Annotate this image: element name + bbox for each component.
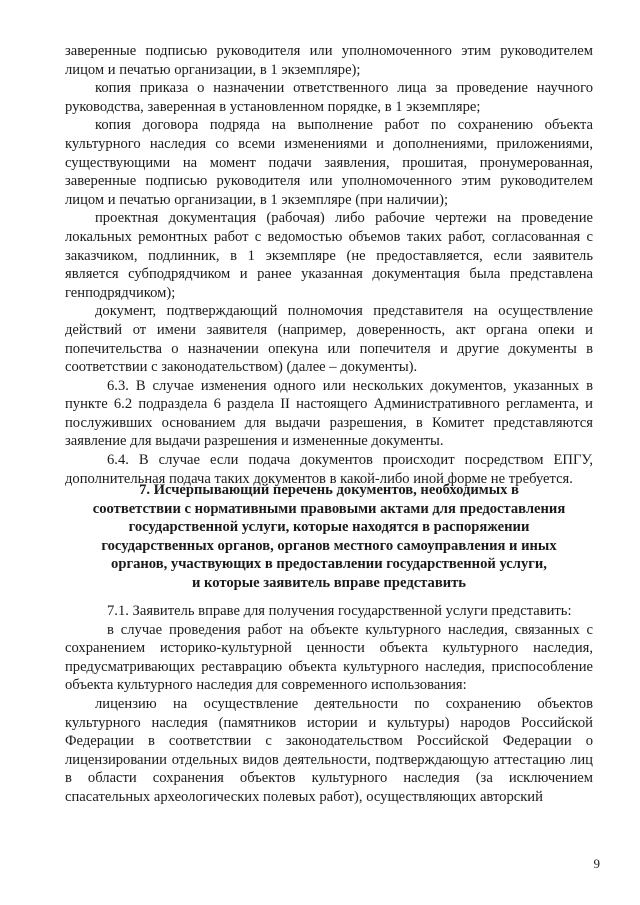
paragraph: документ, подтверждающий полномочия представителя на осуществление действий от имени заявителя (например, доверенность, акт органа опеки и попечительства о назначении опекуна или попечителя и другие документы в соответствии с законодательством) (далее – документы). (65, 303, 593, 376)
heading-line: государственных органов, органов местного самоуправления и иных (101, 537, 557, 554)
heading-line: соответствии с нормативными правовыми актами для предоставления (92, 500, 566, 517)
paragraph: в случае проведения работ на объекте культурного наследия, связанных с сохранением историко-культурной ценности объекта культурного наследия, предусматривающих реставрацию объекта культурного наследия, приспособление объекта культурного наследия для современного использования: (65, 621, 593, 694)
paragraph: заверенные подписью руководителя или уполномоченного этим руководителем лицом и печатью организации, в 1 экземпляре); (65, 43, 593, 78)
heading-line: органов, участвующих в предоставлении государственной услуги, (111, 556, 547, 573)
heading-line: государственной услуги, которые находятся в распоряжении (128, 519, 530, 536)
paragraph: 6.3. В случае изменения одного или нескольких документов, указанных в пункте 6.2 подраздела 6 раздела II настоящего Административного регламента, и послуживших основанием для выдачи разрешения, в Комитет представляются заявление для выдачи разрешения и измененные документы. (65, 377, 593, 450)
paragraph: 6.4. В случае если подача документов происходит посредством ЕПГУ, дополнительная подача таких документов в какой-либо иной форме не требуется. (65, 452, 593, 487)
paragraph: 7.1. Заявитель вправе для получения государственной услуги представить: (107, 603, 572, 619)
paragraph: копия приказа о назначении ответственного лица за проведение научного руководства, заверенная в установленном порядке, в 1 экземпляре; (65, 80, 593, 115)
paragraph: проектная документация (рабочая) либо рабочие чертежи на проведение локальных ремонтных работ с ведомостью объемов таких работ, согласованная с заказчиком, подлинник, в 1 экземпляре (не предоставляется, если заявитель является субподрядчиком и ранее указанная документация была представлена генподрядчиком); (65, 210, 593, 301)
page-number: 9 (593, 856, 600, 871)
heading-line: 7. Исчерпывающий перечень документов, необходимых в (139, 482, 519, 498)
top-text-block (65, 42, 593, 488)
bottom-text-block (65, 602, 593, 807)
section-heading (65, 481, 593, 593)
heading-line: и которые заявитель вправе представить (191, 574, 467, 591)
paragraph: лицензию на осуществление деятельности по сохранению объектов культурного наследия (памятников истории и культуры) народов Российской Федерации в соответствии с законодательством Российской Федерации о лицензировании отдельных видов деятельности, подтверждающую аттестацию лиц в области сохранения объектов культурного наследия (за исключением спасательных археологических полевых работ), осуществляющих авторский (65, 695, 593, 805)
paragraph: копия договора подряда на выполнение работ по сохранению объекта культурного наследия со всеми изменениями и дополнениями, приложениями, существующими на момент подачи заявления, прошитая, пронумерованная, заверенные подписью руководителя или уполномоченного этим руководителем лицом и печатью организации, в 1 экземпляре (при наличии); (65, 117, 593, 208)
